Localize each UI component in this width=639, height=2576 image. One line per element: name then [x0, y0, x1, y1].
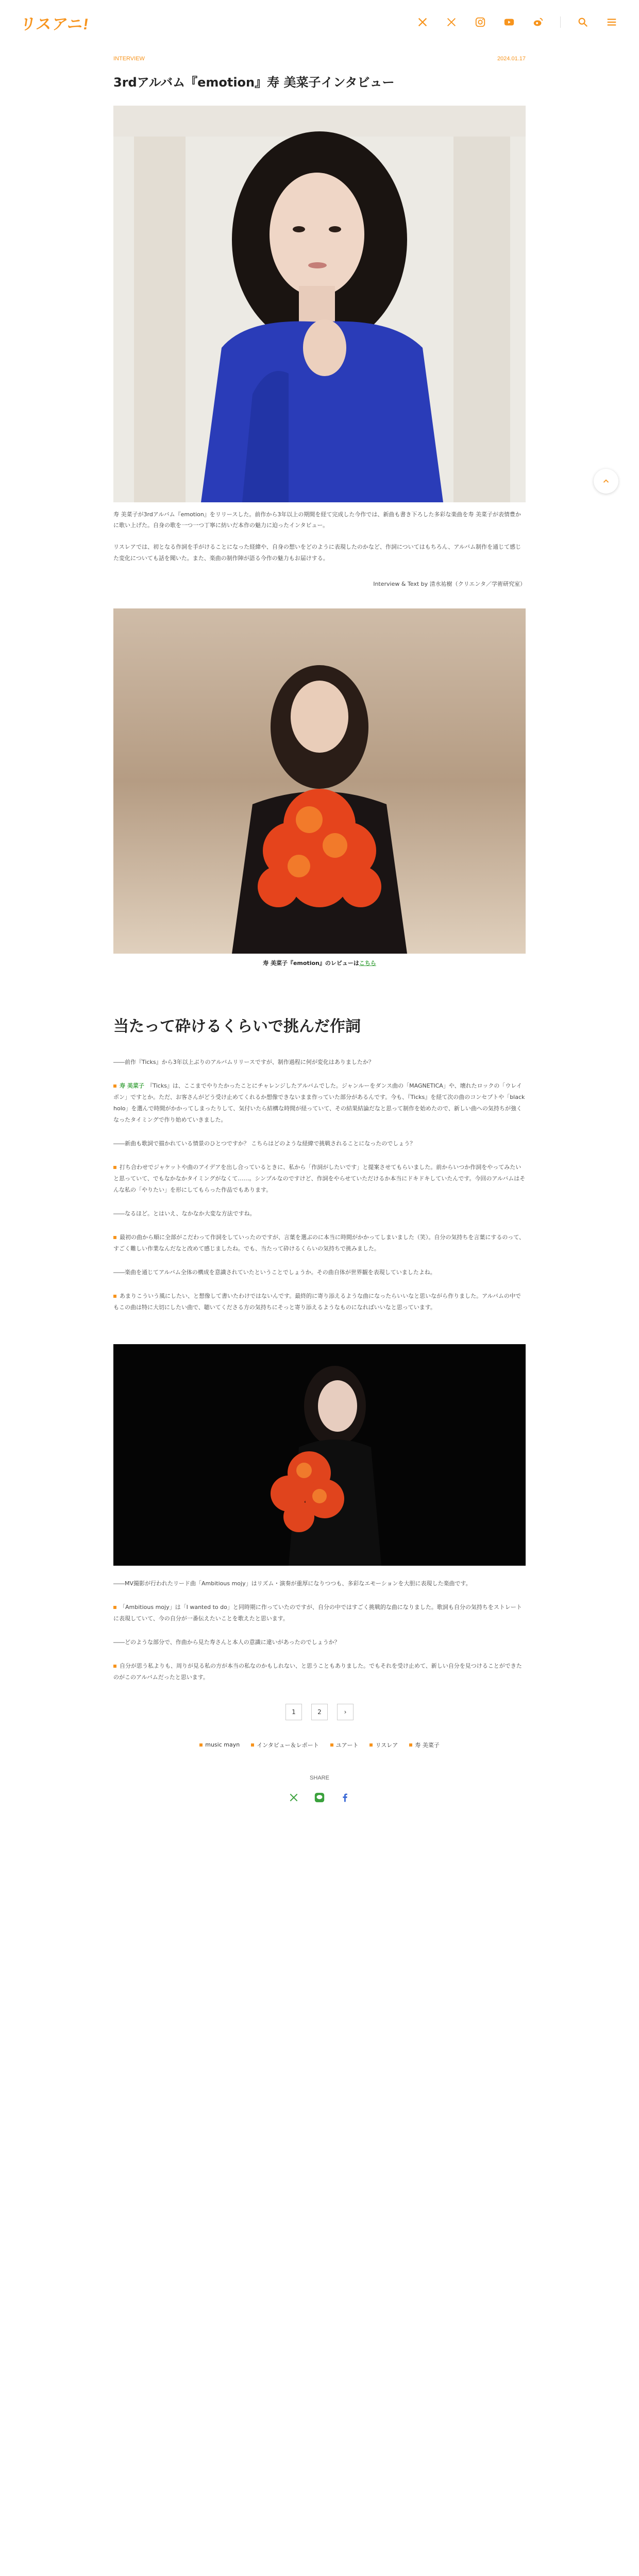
search-icon[interactable] [576, 15, 590, 29]
question-3: ――なるほど。とはいえ、なかなか大変な方法ですね。 [113, 1210, 256, 1217]
speaker-name: 寿 美菜子 [120, 1082, 144, 1089]
answer-4-text: あまりこういう風にしたい、と想像して書いたわけではないんです。最終的に寄り添えるような曲になったらいいなと思いながら作りました。アルバムの中でもこの曲は特に大切にしたい曲で、聴いてくださる方の気持ちにそっと寄り添えるようなものになればいいなと思っています。 [113, 1292, 521, 1311]
answer-6-text: 自分が思う私よりも、周りが見る私の方が本当の私なのかもしれない、と思うこともありました。でもそれを受け止めて、新しい自分を見つけることができたのがこのアルバムだったと思います。 [113, 1662, 522, 1681]
page-1-button[interactable]: 1 [285, 1704, 302, 1720]
question-5: ――MV撮影が行われたリード曲「Ambitious mojy」はリズム・演奏が重厚になりつつも、多彩なエモーションを大胆に表現した楽曲です。 [113, 1580, 472, 1587]
tag-marker [330, 1743, 333, 1747]
share-label: SHARE [310, 1774, 329, 1781]
share-section [113, 1775, 526, 1804]
article-credit: Interview & Text by 清水祐樹（クリエンタ／学術研究室） [373, 580, 526, 587]
answer-1 [113, 1080, 526, 1126]
tag-label: 寿 美菜子 [415, 1741, 440, 1749]
review-link[interactable]: こちら [359, 959, 376, 967]
article-title: 3rdアルバム『emotion』寿 美菜子インタビュー [113, 75, 395, 90]
section-heading: 当たって砕けるくらいで挑んだ作詞 [113, 1017, 361, 1036]
share-line-icon[interactable] [313, 1791, 326, 1804]
speaker-marker [113, 1166, 116, 1169]
tag-marker [409, 1743, 412, 1747]
album-photo-caption [113, 959, 526, 967]
weibo-icon[interactable] [531, 15, 545, 29]
menu-icon[interactable] [605, 15, 618, 29]
tag-item[interactable] [199, 1741, 240, 1749]
answer-5-text: 「Ambitious mojy」は「I wanted to do」と同時期に作っていたのですが、自分の中ではすごく挑戦的な曲になりました。歌詞も自分の気持ちをストレートに表現していて、今の自分が一番伝えたいことを歌えたと思います。 [113, 1603, 522, 1622]
speaker-marker [113, 1295, 116, 1298]
speaker-marker [113, 1606, 116, 1609]
intro-paragraph: リスレアでは、初となる作詞を手がけることになった経緯や、自身の想いをどのように表現したのかなど、作詞についてはもちろん、アルバム制作を通じて感じた変化についても話を聞いた。また、楽曲の制作陣が語る今作の魅力もお届けする。 [113, 543, 522, 562]
answer-4 [113, 1291, 526, 1313]
logo-text: リスアニ! [19, 16, 90, 33]
site-logo[interactable] [21, 11, 89, 34]
speaker-marker [113, 1665, 116, 1668]
share-facebook-icon[interactable] [339, 1791, 351, 1804]
tag-label: music mayn [205, 1741, 240, 1749]
speaker-marker [113, 1236, 116, 1239]
tag-marker [369, 1743, 373, 1747]
share-x-icon[interactable] [288, 1791, 300, 1804]
page-2-button[interactable]: 2 [311, 1704, 328, 1720]
x-alt-icon[interactable] [445, 15, 458, 29]
question-1: ――前作『Ticks』から3年以上ぶりのアルバムリリースですが、制作過程に何が変化はありましたか？ [113, 1058, 374, 1065]
share-icons [113, 1791, 526, 1804]
tag-item[interactable] [369, 1741, 398, 1749]
hero-caption: 寿 美菜子が3rdアルバム『emotion』をリリースした。前作から3年以上の期間を経て完成した今作では、新曲も書き下ろした多彩な楽曲を寿 美菜子が表情豊かに歌い上げた。自身の歌を一つ一つ丁寧に紡いだ本作の魅力に迫ったインタビュー。 [113, 511, 521, 529]
mv-photo [113, 1344, 526, 1566]
tag-item[interactable] [330, 1741, 359, 1749]
site-header [0, 0, 639, 45]
answer-3-text: 最初の曲から順に全部がこだわって作詞をしていったのですが、言葉を選ぶのに本当に時間がかかってしまいました（笑）。自分の気持ちを言葉にするのって、すごく難しい作業なんだなと改めて感じましたね。でも、当たって砕けるくらいの気持ちで挑みました。 [113, 1233, 525, 1252]
tag-marker [251, 1743, 254, 1747]
answer-2 [113, 1162, 526, 1196]
youtube-icon[interactable] [502, 15, 516, 29]
article-date: 2024.01.17 [497, 56, 526, 62]
chevron-up-icon [601, 477, 611, 486]
hero-photo [113, 106, 526, 502]
tag-marker [199, 1743, 203, 1747]
article-meta [113, 56, 526, 62]
tag-item[interactable] [409, 1741, 440, 1749]
tag-label: ユアート [335, 1741, 359, 1749]
instagram-icon[interactable] [474, 15, 487, 29]
article [113, 56, 526, 1804]
album-caption-text: 寿 美菜子『emotion』のレビューは [263, 959, 359, 967]
article-category[interactable]: INTERVIEW [113, 56, 145, 62]
next-page-button[interactable]: › [337, 1704, 354, 1720]
question-6: ――どのような部分で、作曲から見た寿さんと本人の意識に違いがあったのでしょうか？ [113, 1638, 340, 1646]
scroll-top-button[interactable] [594, 469, 618, 494]
tag-list [113, 1741, 526, 1749]
tag-item[interactable] [251, 1741, 319, 1749]
speaker-marker [113, 1084, 116, 1088]
answer-1-text: 『Ticks』は、ここまでやりたかったことにチャレンジしたアルバムでした。ジャンルーをダンス曲の「MAGNETICA」や、壊れたロックの「ウレイポン」ですとか。ただ、お客さんがどう受け止めてくれるか想像できないまま作っていた部分があるんです。今も、『Ticks』を経て次の曲のコンセプトや「black holo」を選んで時間がかかってしまったりして、気付いたら結構な時間が経っていて、その結果結論だなと思って制作を始めたので、新しい曲への気持ちが強くなったタイミングで作り始めていきました。 [113, 1082, 525, 1123]
header-divider [560, 16, 561, 28]
question-2: ――新曲も歌詞で描かれている情景のひとつですか？ こちらはどのような経緯で挑戦されることになったのでしょう？ [113, 1140, 416, 1147]
tag-label: インタビュー＆レポート [257, 1741, 319, 1749]
question-4: ――楽曲を通じてアルバム全体の構成を意識されていたということでしょうか。その曲自体が世界観を表現していましたよね。 [113, 1268, 436, 1276]
header-icon-bar [416, 15, 618, 29]
album-photo [113, 608, 526, 954]
pagination [113, 1704, 526, 1720]
answer-3 [113, 1232, 526, 1255]
tag-label: リスレア [375, 1741, 398, 1749]
answer-6 [113, 1660, 526, 1683]
answer-2-text: 打ち合わせでジャケットや曲のアイデアを出し合っているときに、私から「作詞がしたいです」と提案させてもらいました。前からいつか作詞をやってみたいと思っていて、でもなかなかタイミングがなくて……。シンプルなのですけど、作詞をやらせていただけるか本当にドキドキしていたんです。今回のアルバムはそんな私の「やりたい」を形にしてもらった作品でもあります。 [113, 1163, 526, 1193]
x-icon[interactable] [416, 15, 429, 29]
answer-5 [113, 1602, 526, 1624]
